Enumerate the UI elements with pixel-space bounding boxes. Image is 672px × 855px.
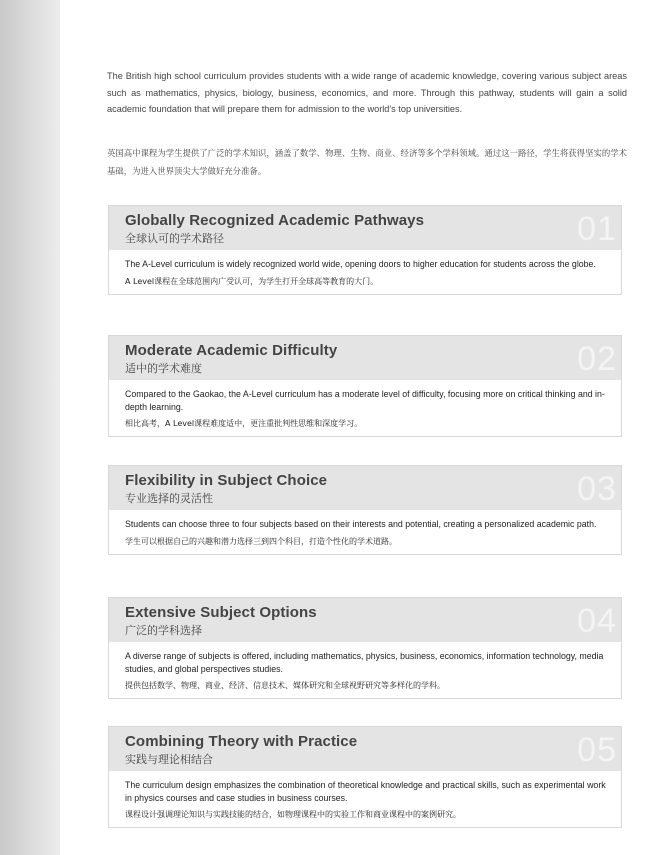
card-header (109, 598, 621, 642)
card-description-zh: 提供包括数学、物理、商业、经济、信息技术、媒体研究和全球视野研究等多样化的学科。 (125, 681, 445, 690)
feature-card (108, 205, 622, 295)
card-description-zh: 课程设计强调理论知识与实践技能的结合，如物理课程中的实验工作和商业课程中的案例研究。 (125, 810, 461, 819)
card-description-en: Compared to the Gaokao, the A-Level curriculum has a moderate level of difficulty, focusing more on critical thinking and in-depth learning. (125, 389, 605, 412)
card-number: 04 (577, 602, 617, 640)
card-header (109, 727, 621, 771)
card-description-en: The curriculum design emphasizes the combination of theoretical knowledge and practical skills, such as experimental work in physics courses and case studies in business courses. (125, 780, 606, 803)
feature-card (108, 465, 622, 555)
card-description-en: Students can choose three to four subjects based on their interests and potential, creating a personalized academic path. (125, 519, 597, 529)
card-body (109, 771, 621, 827)
card-title: Extensive Subject Options (125, 604, 317, 621)
card-description-zh: A Level课程在全球范围内广受认可，为学生打开全球高等教育的大门。 (125, 276, 379, 286)
card-subtitle: 适中的学术难度 (125, 362, 202, 375)
card-subtitle: 广泛的学科选择 (125, 624, 202, 637)
card-body (109, 510, 621, 554)
feature-card (108, 726, 622, 828)
feature-card (108, 597, 622, 699)
card-body (109, 380, 621, 436)
card-subtitle: 实践与理论相结合 (125, 753, 213, 766)
card-description-en: The A-Level curriculum is widely recognized world wide, opening doors to higher education for students across the globe. (125, 259, 596, 269)
card-title: Flexibility in Subject Choice (125, 472, 328, 489)
card-subtitle: 专业选择的灵活性 (125, 492, 213, 505)
card-header (109, 466, 621, 510)
card-title: Moderate Academic Difficulty (125, 342, 338, 359)
intro-paragraph-en: The British high school curriculum provides students with a wide range of academic knowledge, covering various subject areas such as mathematics, physics, biology, business, economics, and more. Through this pathway, students will gain a solid academic foundation that will prepare them for admission to the world's top universities. (107, 71, 627, 114)
card-description-en: A diverse range of subjects is offered, including mathematics, physics, business, economics, information technology, media studies, and global perspectives studies. (125, 651, 604, 674)
intro-paragraph-zh: 英国高中课程为学生提供了广泛的学术知识，涵盖了数学、物理、生物、商业、经济等多个学科领域。通过这一路径，学生将获得坚实的学术基础，为进入世界顶尖大学做好充分准备。 (107, 148, 627, 176)
card-description-zh: 相比高考，A Level课程难度适中，更注重批判性思维和深度学习。 (125, 419, 363, 428)
card-number: 02 (577, 340, 617, 378)
card-body (109, 250, 621, 294)
card-number: 01 (577, 210, 617, 248)
card-title: Combining Theory with Practice (125, 733, 358, 750)
card-header (109, 336, 621, 380)
card-title: Globally Recognized Academic Pathways (125, 212, 425, 229)
card-number: 05 (577, 731, 617, 769)
feature-card (108, 335, 622, 437)
card-subtitle: 全球认可的学术路径 (125, 232, 224, 245)
left-margin-bar (0, 0, 60, 855)
card-description-zh: 学生可以根据自己的兴趣和潜力选择三到四个科目，打造个性化的学术道路。 (125, 536, 397, 546)
card-body (109, 642, 621, 698)
card-header (109, 206, 621, 250)
card-number: 03 (577, 470, 617, 508)
